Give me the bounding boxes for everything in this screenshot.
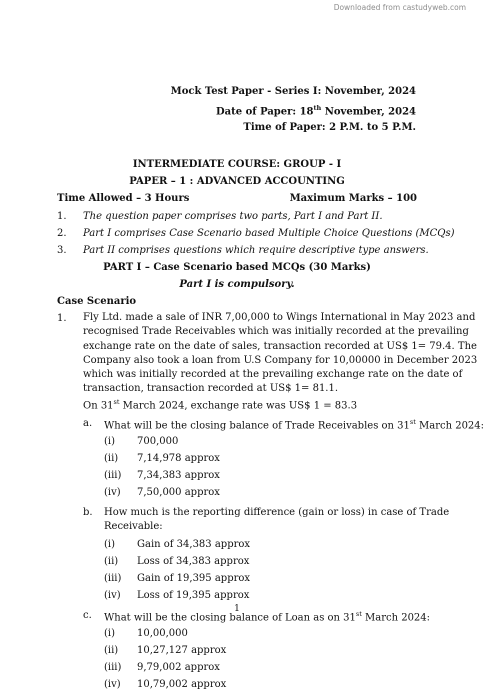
- case-line: recognised Trade Receivables which was initially recorded at the prevailing: [83, 326, 469, 338]
- date-of-paper: [216, 104, 416, 117]
- case-line: Company also took a loan from U.S Company for 10,00000 in December 2023: [83, 354, 478, 366]
- option-text: Gain of 34,383 approx: [137, 539, 251, 550]
- rate-text: On 31: [83, 400, 114, 412]
- mock-test-title: Mock Test Paper - Series I: November, 2024: [170, 86, 416, 97]
- question-letter: a.: [83, 418, 93, 429]
- question-text-part: What will be the closing balance of Loan as on 31: [104, 612, 356, 624]
- question-superscript: st: [355, 610, 362, 618]
- instruction-number: 3.: [57, 245, 67, 256]
- question-letter: b.: [83, 507, 93, 518]
- question-text-part: March 2024:: [415, 420, 484, 432]
- date-superscript: th: [313, 104, 322, 112]
- option-number: (ii): [104, 556, 119, 567]
- rate-text-end: March 2024, exchange rate was US$ 1 = 83.3: [119, 400, 358, 412]
- question-text: [104, 418, 484, 431]
- case-heading: Case Scenario: [57, 296, 137, 307]
- page-number: 1: [234, 604, 240, 614]
- question-text-part: How much is the reporting difference (gain or loss) in case of Trade: [104, 507, 450, 518]
- option-text: 10,79,002 approx: [137, 679, 227, 690]
- question-letter: c.: [83, 610, 92, 621]
- option-number: (iv): [104, 590, 121, 601]
- maximum-marks: Maximum Marks – 100: [289, 193, 417, 204]
- option-text: 10,00,000: [137, 628, 188, 639]
- option-text: Loss of 34,383 approx: [137, 556, 250, 567]
- option-number: (i): [104, 436, 116, 447]
- case-line: which was initially recorded at the prevailing exchange rate on the date of: [83, 369, 463, 381]
- option-number: (iv): [104, 679, 121, 690]
- instruction-text: The question paper comprises two parts, Part I and Part II.: [83, 211, 383, 222]
- question-text-part: Receivable:: [104, 521, 163, 532]
- option-number: (iv): [104, 487, 121, 498]
- case-number: 1.: [57, 313, 67, 324]
- option-text: Loss of 19,395 approx: [137, 590, 250, 601]
- time-of-paper: Time of Paper: 2 P.M. to 5 P.M.: [243, 122, 416, 133]
- case-line: Fly Ltd. made a sale of INR 7,00,000 to Wings International in May 2023 and: [83, 312, 476, 323]
- option-number: (i): [104, 628, 116, 639]
- case-line: transaction, transaction recorded at US$ 1= 81.1.: [83, 383, 339, 395]
- time-allowed: Time Allowed – 3 Hours: [57, 193, 190, 204]
- instruction-text: Part II comprises questions which require descriptive type answers.: [83, 245, 429, 256]
- option-text: 700,000: [137, 436, 179, 447]
- instruction-number: 2.: [57, 228, 67, 239]
- option-number: (iii): [104, 573, 122, 584]
- option-text: Gain of 19,395 approx: [137, 573, 251, 584]
- option-number: (iii): [104, 470, 122, 481]
- option-number: (iii): [104, 662, 122, 673]
- question-text-part: March 2024:: [361, 612, 431, 624]
- instruction-text: Part I comprises Case Scenario based Multiple Choice Questions (MCQs): [83, 228, 455, 239]
- part-note: Part I is compulsory.: [179, 279, 295, 290]
- question-text: [104, 507, 449, 518]
- question-text: [104, 521, 163, 532]
- date-text-end: November, 2024: [321, 106, 416, 118]
- case-paragraph: [83, 311, 478, 397]
- option-text: 7,34,383 approx: [137, 470, 220, 481]
- exchange-rate-line: [83, 398, 357, 411]
- question-text-part: What will be the closing balance of Trade Receivables on 31: [104, 420, 410, 432]
- option-number: (ii): [104, 645, 119, 656]
- date-text: Date of Paper: 18: [216, 106, 314, 118]
- case-line: exchange rate on the date of sales, transaction recorded at US$ 1= 79.4. The: [83, 340, 477, 352]
- instruction-number: 1.: [57, 211, 67, 222]
- option-text: 9,79,002 approx: [137, 662, 220, 673]
- option-number: (i): [104, 539, 116, 550]
- rate-superscript: st: [113, 398, 120, 406]
- option-text: 7,14,978 approx: [137, 453, 220, 464]
- question-superscript: st: [409, 418, 416, 426]
- option-number: (ii): [104, 453, 119, 464]
- part-title: PART I – Case Scenario based MCQs (30 Marks): [103, 262, 371, 273]
- course-title: INTERMEDIATE COURSE: GROUP - I: [132, 159, 342, 170]
- option-text: 10,27,127 approx: [137, 645, 227, 656]
- watermark-text: Downloaded from castudyweb.com: [333, 3, 466, 12]
- paper-title: PAPER – 1 : ADVANCED ACCOUNTING: [129, 176, 345, 187]
- option-text: 7,50,000 approx: [137, 487, 220, 498]
